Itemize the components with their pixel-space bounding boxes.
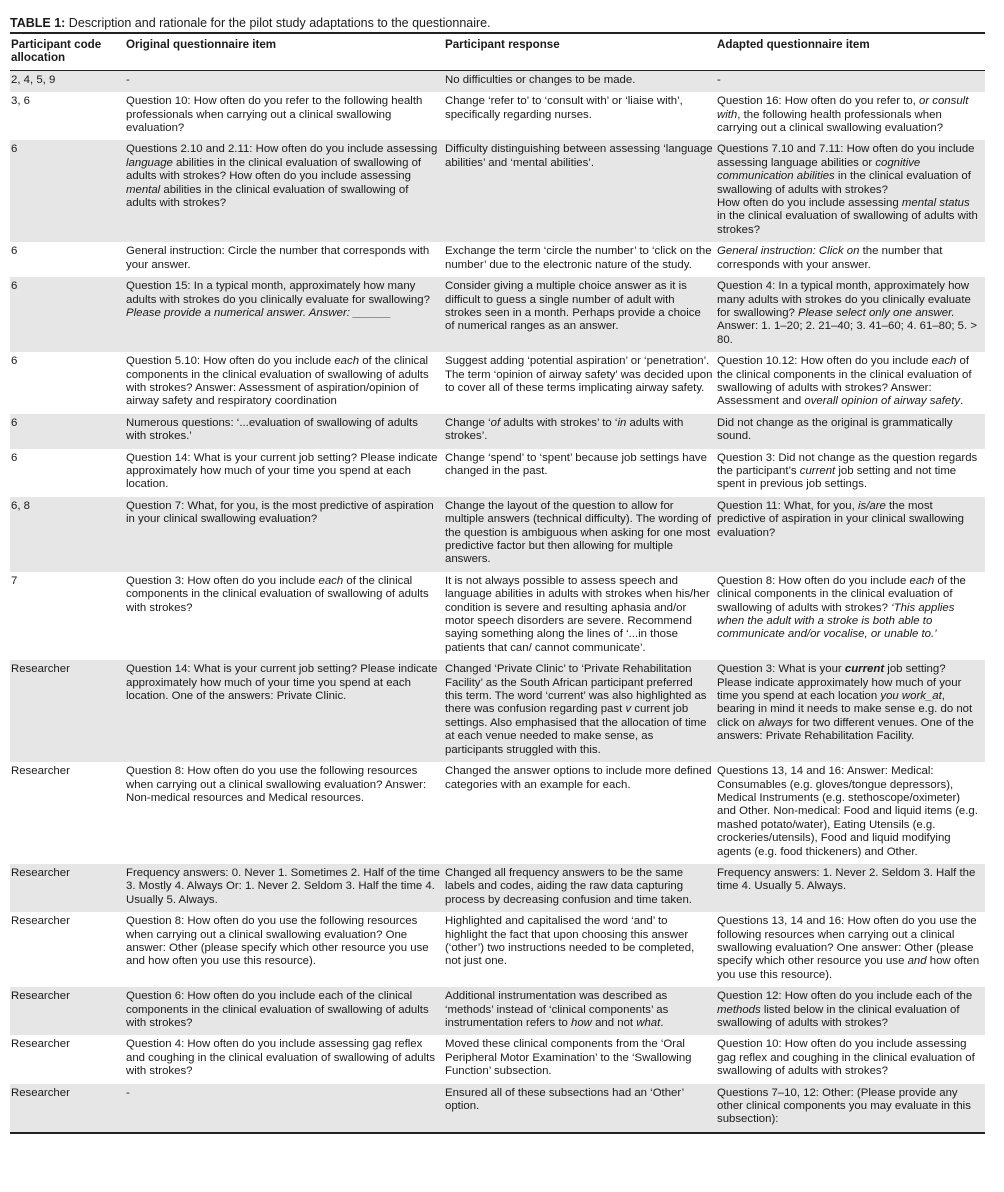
original-item-cell: -	[126, 1084, 445, 1133]
original-item-cell: Question 7: What, for you, is the most predictive of aspiration in your clinical swallowing evaluation?	[126, 497, 445, 572]
participant-response-cell: Change the layout of the question to allow for multiple answers (technical difficulty). The wording of the question is ambiguous when asking for one most predictive factor but then allowing for multiple answers.	[445, 497, 717, 572]
adapted-item-cell: Questions 13, 14 and 16: Answer: Medical: Consumables (e.g. gloves/tongue depressors), Medical Instruments (e.g. stethoscope/oximeter) and Other. Non-medical: Food and liquid items (e.g. mashed potato/water), Eating Utensils (e.g. crockeries/utensils), Food and liquid modifying agents (e.g. food thickeners) and Other.	[717, 762, 985, 864]
table-row	[10, 449, 985, 497]
original-item-cell: Numerous questions: ‘...evaluation of swallowing of adults with strokes.’	[126, 414, 445, 449]
table-row	[10, 277, 985, 352]
participant-code-cell: 6	[10, 140, 126, 242]
participant-response-cell: It is not always possible to assess speech and language abilities in adults with strokes when his/her condition is severe and resulting aphasia and/or motor speech disorders are severe. Recommend saying something along the lines of ‘...in those patients that can/ cannot communicate’.	[445, 572, 717, 660]
original-item-cell: Questions 2.10 and 2.11: How often do you include assessing language abilities in the clinical evaluation of swallowing of adults with strokes? How often do you include assessing mental abilities in the clinical evaluation of swallowing of adults with strokes?	[126, 140, 445, 242]
participant-code-cell: Researcher	[10, 1084, 126, 1133]
table-row	[10, 92, 985, 140]
table-caption	[10, 16, 491, 30]
participant-response-cell: Change ‘refer to’ to ‘consult with’ or ‘liaise with’, specifically regarding nurses.	[445, 92, 717, 140]
adapted-item-cell: Question 10: How often do you include assessing gag reflex and coughing in the clinical evaluation of swallowing of adults with strokes?	[717, 1035, 985, 1083]
participant-response-cell: Difficulty distinguishing between assessing ‘language abilities’ and ‘mental abilities’.	[445, 140, 717, 242]
adapted-item-cell: Question 16: How often do you refer to, or consult with, the following health professionals when carrying out a clinical swallowing evaluation?	[717, 92, 985, 140]
adapted-item-cell: Question 10.12: How often do you include each of the clinical components in the clinical evaluation of swallowing of adults with strokes? Answer: Assessment and overall opinion of airway safety.	[717, 352, 985, 414]
table-label: TABLE 1:	[10, 16, 66, 30]
adapted-item-cell: General instruction: Click on the number that corresponds with your answer.	[717, 242, 985, 277]
participant-code-cell: 6	[10, 277, 126, 352]
table-body	[10, 70, 985, 1133]
participant-code-cell: Researcher	[10, 1035, 126, 1083]
participant-response-cell: Change ‘spend’ to ‘spent’ because job settings have changed in the past.	[445, 449, 717, 497]
participant-response-cell: Additional instrumentation was described as ‘methods’ instead of ‘clinical components’ as instrumentation refers to how and not what.	[445, 987, 717, 1035]
original-item-cell: Question 6: How often do you include each of the clinical components in the clinical evaluation of swallowing of adults with strokes?	[126, 987, 445, 1035]
original-item-cell: Question 3: How often do you include each of the clinical components in the clinical evaluation of swallowing of adults with strokes?	[126, 572, 445, 660]
participant-code-cell: Researcher	[10, 912, 126, 987]
participant-response-cell: Highlighted and capitalised the word ‘and’ to highlight the fact that upon choosing this answer (‘other’) two instructions needed to be completed, not just one.	[445, 912, 717, 987]
adapted-item-cell: -	[717, 70, 985, 92]
original-item-cell: Question 14: What is your current job setting? Please indicate approximately how much of your time you spend at each location.	[126, 449, 445, 497]
participant-code-cell: 6	[10, 414, 126, 449]
original-item-cell: Question 15: In a typical month, approximately how many adults with strokes do you clinically evaluate for swallowing? Please provide a numerical answer. Answer: ______	[126, 277, 445, 352]
participant-code-cell: Researcher	[10, 660, 126, 762]
participant-code-cell: 6	[10, 242, 126, 277]
participant-response-cell: Changed ‘Private Clinic’ to ‘Private Rehabilitation Facility’ as the South African participant preferred this term. The word ‘current’ was also highlighted as there was confusion regarding past v current job settings. Also emphasised that the allocation of time at each venue needed to make sense, as participants struggled with this.	[445, 660, 717, 762]
table-row	[10, 70, 985, 92]
table-row	[10, 1035, 985, 1083]
original-item-cell: Question 8: How often do you use the following resources when carrying out a clinical swallowing evaluation? One answer: Other (please specify which other resource you use and how often you use this resource).	[126, 912, 445, 987]
adapted-item-cell: Questions 7.10 and 7.11: How often do you include assessing language abilities or cognitive communication abilities in the clinical evaluation of swallowing of adults with strokes? How often do you include assessing mental status in the clinical evaluation of swallowing of adults with strokes?	[717, 140, 985, 242]
adapted-item-cell: Frequency answers: 1. Never 2. Seldom 3. Half the time 4. Usually 5. Always.	[717, 864, 985, 912]
table-row	[10, 660, 985, 762]
participant-code-cell: 6	[10, 352, 126, 414]
participant-response-cell: Ensured all of these subsections had an ‘Other’ option.	[445, 1084, 717, 1133]
original-item-cell: Question 8: How often do you use the following resources when carrying out a clinical swallowing evaluation? Answer: Non-medical resources and Medical resources.	[126, 762, 445, 864]
table-row	[10, 414, 985, 449]
table-row	[10, 987, 985, 1035]
participant-code-cell: 7	[10, 572, 126, 660]
participant-response-cell: Consider giving a multiple choice answer as it is difficult to guess a single number of adult with strokes seen in a month. Perhaps provide a choice of numerical ranges as an answer.	[445, 277, 717, 352]
table-title: Description and rationale for the pilot study adaptations to the questionnaire.	[65, 16, 491, 30]
header-adapted-item: Adapted questionnaire item	[717, 35, 985, 70]
table-row	[10, 1084, 985, 1133]
adapted-item-cell: Questions 7–10, 12: Other: (Please provide any other clinical components you may evaluate in this subsection):	[717, 1084, 985, 1133]
participant-response-cell: Exchange the term ‘circle the number’ to ‘click on the number’ due to the electronic nature of the study.	[445, 242, 717, 277]
adapted-item-cell: Did not change as the original is grammatically sound.	[717, 414, 985, 449]
adapted-item-cell: Question 3: Did not change as the question regards the participant’s current job setting and not time spent in previous job settings.	[717, 449, 985, 497]
table-row	[10, 912, 985, 987]
table-row	[10, 762, 985, 864]
original-item-cell: Question 4: How often do you include assessing gag reflex and coughing in the clinical evaluation of swallowing of adults with strokes?	[126, 1035, 445, 1083]
header-participant-code: Participant code allocation	[10, 35, 126, 70]
adapted-item-cell: Question 12: How often do you include each of the methods listed below in the clinical evaluation of swallowing of adults with strokes?	[717, 987, 985, 1035]
original-item-cell: Question 10: How often do you refer to the following health professionals when carrying out a clinical swallowing evaluation?	[126, 92, 445, 140]
table-header	[10, 35, 985, 70]
participant-code-cell: 3, 6	[10, 92, 126, 140]
participant-code-cell: 6, 8	[10, 497, 126, 572]
adapted-item-cell: Question 8: How often do you include each of the clinical components in the clinical evaluation of swallowing of adults with strokes? ‘This applies when the adult with a stroke is both able to communicate and/or vocalise, or unable to.’	[717, 572, 985, 660]
table-row	[10, 497, 985, 572]
participant-code-cell: Researcher	[10, 987, 126, 1035]
header-row	[10, 35, 985, 70]
adaptations-table	[10, 35, 985, 1134]
table-row	[10, 352, 985, 414]
original-item-cell: Question 14: What is your current job setting? Please indicate approximately how much of your time you spend at each location. One of the answers: Private Clinic.	[126, 660, 445, 762]
table-row	[10, 572, 985, 660]
original-item-cell: Question 5.10: How often do you include each of the clinical components in the clinical evaluation of swallowing of adults with strokes? Answer: Assessment of aspiration/opinion of airway safety and respiratory coordination	[126, 352, 445, 414]
adapted-item-cell: Question 3: What is your current job setting? Please indicate approximately how much of your time you spend at each location you work_at, bearing in mind it needs to make sense e.g. do not click on always for two different venues. One of the answers: Private Rehabilitation Facility.	[717, 660, 985, 762]
original-item-cell: -	[126, 70, 445, 92]
adapted-item-cell: Question 11: What, for you, is/are the most predictive of aspiration in your clinical swallowing evaluation?	[717, 497, 985, 572]
participant-code-cell: 6	[10, 449, 126, 497]
participant-code-cell: 2, 4, 5, 9	[10, 70, 126, 92]
table-row	[10, 864, 985, 912]
original-item-cell: Frequency answers: 0. Never 1. Sometimes 2. Half of the time 3. Mostly 4. Always Or: 1. Never 2. Seldom 3. Half the time 4. Usually 5. Always.	[126, 864, 445, 912]
participant-response-cell: Suggest adding ‘potential aspiration’ or ‘penetration’. The term ‘opinion of airway safety’ was decided upon to cover all of these terms implicating airway safety.	[445, 352, 717, 414]
table-row	[10, 242, 985, 277]
header-participant-response: Participant response	[445, 35, 717, 70]
header-original-item: Original questionnaire item	[126, 35, 445, 70]
participant-response-cell: No difficulties or changes to be made.	[445, 70, 717, 92]
participant-response-cell: Changed all frequency answers to be the same labels and codes, aiding the raw data capturing process by decreasing confusion and time taken.	[445, 864, 717, 912]
adapted-item-cell: Question 4: In a typical month, approximately how many adults with strokes do you clinically evaluate for swallowing? Please select only one answer. Answer: 1. 1–20; 2. 21–40; 3. 41–60; 4. 61–80; 5. > 80.	[717, 277, 985, 352]
participant-response-cell: Change ‘of adults with strokes’ to ‘in adults with strokes’.	[445, 414, 717, 449]
original-item-cell: General instruction: Circle the number that corresponds with your answer.	[126, 242, 445, 277]
top-rule	[10, 32, 985, 34]
participant-code-cell: Researcher	[10, 864, 126, 912]
adapted-item-cell: Questions 13, 14 and 16: How often do you use the following resources when carrying out a clinical swallowing evaluation? One answer: Other (please specify which other resource you use and how often you use this resource).	[717, 912, 985, 987]
participant-code-cell: Researcher	[10, 762, 126, 864]
participant-response-cell: Moved these clinical components from the ‘Oral Peripheral Motor Examination’ to the ‘Swallowing Function’ subsection.	[445, 1035, 717, 1083]
table-row	[10, 140, 985, 242]
participant-response-cell: Changed the answer options to include more defined categories with an example for each.	[445, 762, 717, 864]
